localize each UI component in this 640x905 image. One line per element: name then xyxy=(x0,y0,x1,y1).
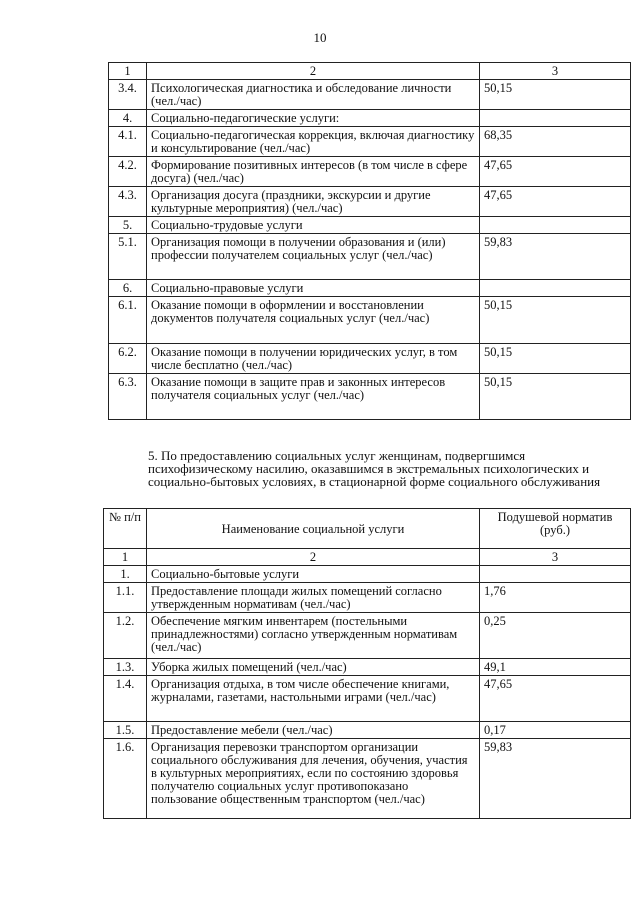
table-row xyxy=(109,280,631,297)
service-name: Организация отдыха, в том числе обеспечение книгами, журналами, газетами, настольными играми (чел./час) xyxy=(147,676,480,722)
service-name: Оказание помощи в защите прав и законных интересов получателя социальных услуг (чел./час) xyxy=(147,374,480,420)
row-number: 4.2. xyxy=(109,157,147,187)
service-name: Предоставление площади жилых помещений согласно утвержденным нормативам (чел./час) xyxy=(147,583,480,613)
service-name: Уборка жилых помещений (чел./час) xyxy=(147,659,480,676)
table-row xyxy=(104,613,631,659)
table-row xyxy=(104,566,631,583)
row-number: 1.2. xyxy=(104,613,147,659)
table-row xyxy=(109,110,631,127)
service-value: 47,65 xyxy=(480,187,631,217)
service-name: Оказание помощи в оформлении и восстановлении документов получателя социальных услуг (чел./час) xyxy=(147,297,480,344)
row-number: 6.2. xyxy=(109,344,147,374)
row-number: 6. xyxy=(109,280,147,297)
service-name: Организация досуга (праздники, экскурсии и другие культурные мероприятия) (чел./час) xyxy=(147,187,480,217)
row-number: 5.1. xyxy=(109,234,147,280)
table-row xyxy=(104,583,631,613)
column-header-value: Подушевой норматив (руб.) xyxy=(480,509,631,549)
table-row xyxy=(104,659,631,676)
service-name: Социально-трудовые услуги xyxy=(147,217,480,234)
column-header-num: № п/п xyxy=(104,509,147,549)
service-value xyxy=(480,217,631,234)
column-number: 1 xyxy=(109,63,147,80)
service-value: 59,83 xyxy=(480,234,631,280)
service-name: Социально-педагогическая коррекция, включая диагностику и консультирование (чел./час) xyxy=(147,127,480,157)
service-name: Социально-педагогические услуги: xyxy=(147,110,480,127)
column-header-name: Наименование социальной услуги xyxy=(147,509,480,549)
table-row xyxy=(104,722,631,739)
service-value xyxy=(480,566,631,583)
column-number: 1 xyxy=(104,549,147,566)
row-number: 1.5. xyxy=(104,722,147,739)
row-number: 1.4. xyxy=(104,676,147,722)
service-name: Психологическая диагностика и обследование личности (чел./час) xyxy=(147,80,480,110)
table-row xyxy=(109,127,631,157)
service-name: Организация перевозки транспортом организации социального обслуживания для лечения, обучения, участия в культурных мероприятиях, если по состоянию здоровья получателю социальных услуг противопоказано пользование общественным транспортом (чел./час) xyxy=(147,739,480,819)
row-number: 5. xyxy=(109,217,147,234)
column-number-row xyxy=(104,549,631,566)
service-value: 47,65 xyxy=(480,676,631,722)
service-value: 59,83 xyxy=(480,739,631,819)
row-number: 4. xyxy=(109,110,147,127)
table-row xyxy=(109,374,631,420)
row-number: 1.1. xyxy=(104,583,147,613)
row-number: 3.4. xyxy=(109,80,147,110)
section-heading: 5. По предоставлению социальных услуг женщинам, подвергшимся психофизическому насилию, оказавшимся в экстремальных психологических и социально-бытовых условиях, в стационарной форме социального обслуживания xyxy=(148,448,601,489)
service-value: 0,25 xyxy=(480,613,631,659)
service-name: Обеспечение мягким инвентарем (постельными принадлежностями) согласно утвержденным нормативам (чел./час) xyxy=(147,613,480,659)
service-value xyxy=(480,280,631,297)
row-number: 6.1. xyxy=(109,297,147,344)
service-name: Предоставление мебели (чел./час) xyxy=(147,722,480,739)
service-value: 50,15 xyxy=(480,80,631,110)
row-number: 4.3. xyxy=(109,187,147,217)
page-number: 10 xyxy=(313,30,327,45)
services-table-section-5 xyxy=(103,508,631,819)
service-name: Оказание помощи в получении юридических услуг, в том числе бесплатно (чел./час) xyxy=(147,344,480,374)
row-number: 1.3. xyxy=(104,659,147,676)
table-row xyxy=(109,217,631,234)
table-row xyxy=(104,739,631,819)
service-name: Формирование позитивных интересов (в том числе в сфере досуга) (чел./час) xyxy=(147,157,480,187)
services-table-continued xyxy=(108,62,631,420)
table-row xyxy=(109,297,631,344)
column-number: 3 xyxy=(480,63,631,80)
table-row xyxy=(109,187,631,217)
row-number: 1.6. xyxy=(104,739,147,819)
column-number: 2 xyxy=(147,63,480,80)
service-name: Организация помощи в получении образования и (или) профессии получателем социальных услуг (чел./час) xyxy=(147,234,480,280)
service-value: 50,15 xyxy=(480,297,631,344)
table-row xyxy=(109,344,631,374)
service-name: Социально-бытовые услуги xyxy=(147,566,480,583)
service-name: Социально-правовые услуги xyxy=(147,280,480,297)
service-value: 50,15 xyxy=(480,374,631,420)
service-value xyxy=(480,110,631,127)
table-row xyxy=(104,676,631,722)
service-value: 1,76 xyxy=(480,583,631,613)
column-header-row xyxy=(104,509,631,549)
table-row xyxy=(109,80,631,110)
row-number: 6.3. xyxy=(109,374,147,420)
table-row xyxy=(109,234,631,280)
service-value: 47,65 xyxy=(480,157,631,187)
column-number-row xyxy=(109,63,631,80)
service-value: 49,1 xyxy=(480,659,631,676)
service-value: 68,35 xyxy=(480,127,631,157)
table-row xyxy=(109,157,631,187)
service-value: 50,15 xyxy=(480,344,631,374)
column-number: 2 xyxy=(147,549,480,566)
row-number: 1. xyxy=(104,566,147,583)
service-value: 0,17 xyxy=(480,722,631,739)
row-number: 4.1. xyxy=(109,127,147,157)
column-number: 3 xyxy=(480,549,631,566)
